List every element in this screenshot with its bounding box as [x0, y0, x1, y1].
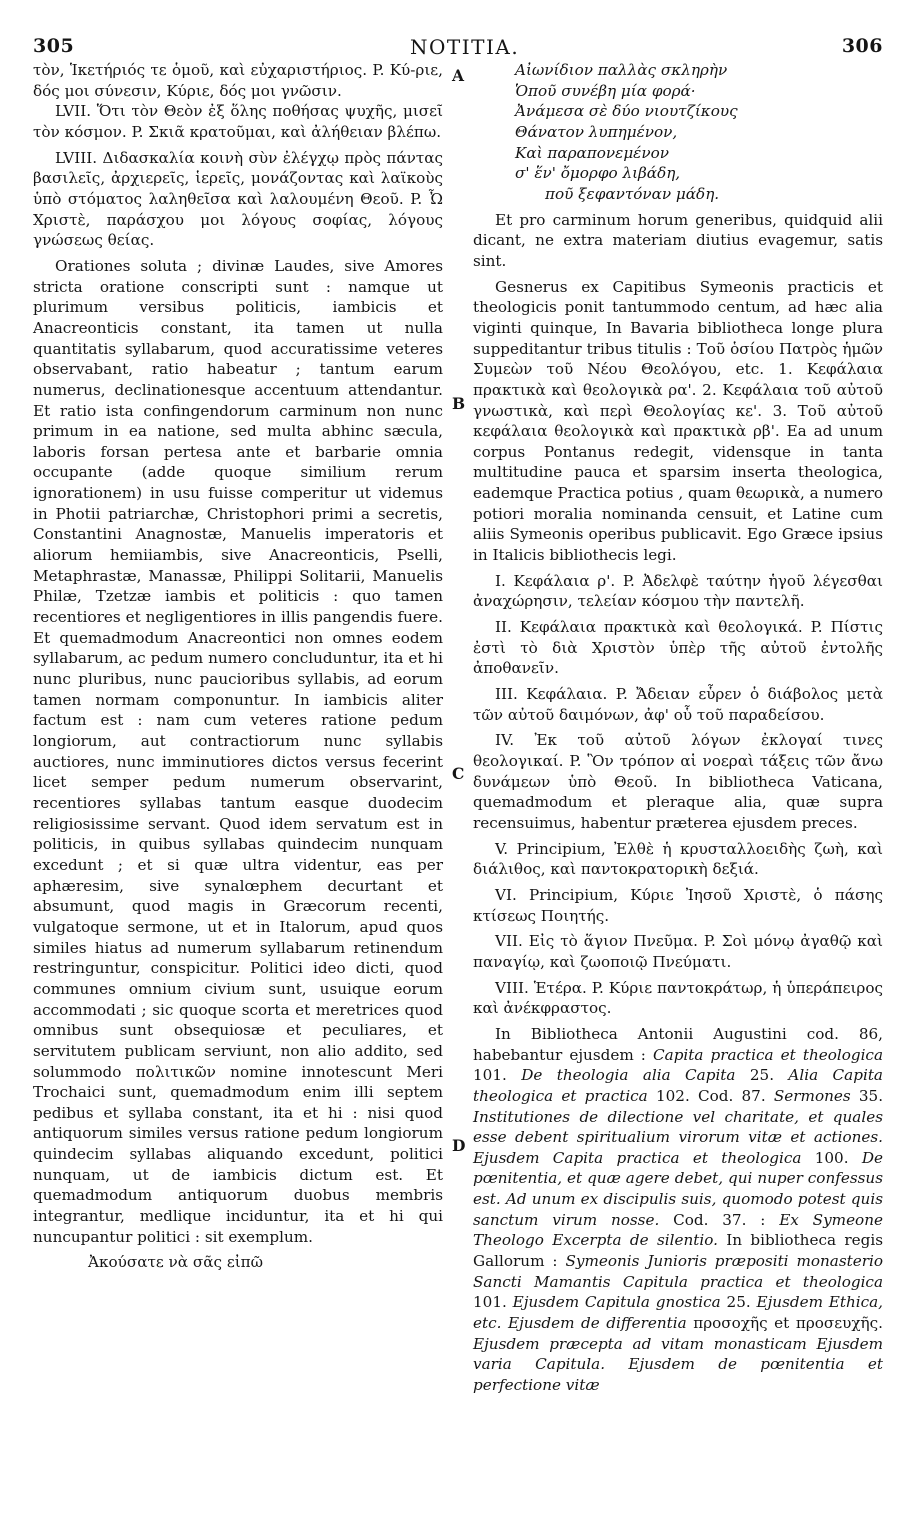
text-run: 101.: [473, 1293, 513, 1312]
right-item-iii: III. Κεφάλαια. P. Ἄδειαν εὗρεν ὁ διάβολος μετὰ τῶν αὐτοῦ δαιμόνων, ἀφ' οὗ τοῦ παραδείσου.: [473, 685, 883, 724]
running-title: NOTITIA.: [410, 35, 520, 59]
italic-run: Ejusdem Capitula gnostica: [512, 1293, 721, 1312]
left-column: [33, 60, 443, 1520]
poem-line: Ὁποῦ συνέβη μία φορά·: [515, 81, 696, 100]
text-run: In bibliotheca regis Gallorum :: [473, 1231, 883, 1271]
right-paragraph-1: Et pro carminum horum generibus, quidquid alii dicant, ne extra materiam diutius evagemur, satis sint.: [473, 210, 883, 270]
poem-line: Θάνατον λυπημένον,: [515, 122, 678, 141]
poem-line: ποῦ ξεφαντόναν μάδη.: [545, 184, 720, 203]
italic-run: De pœnitentia, et quæ agere debet, qui nuper confessus est. Ad unum ex discipulis suis, quomodo potest quis sanctum virum nosse.: [473, 1148, 883, 1229]
right-paragraph-augustini: [473, 1024, 883, 1396]
text-run: 25.: [720, 1293, 757, 1312]
right-column: [473, 60, 883, 1520]
text-run: Cod. 37. :: [659, 1210, 780, 1229]
left-paragraph-1: τὸν, Ἱκετήριός τε ὁμοῦ, καὶ εὐχαριστήριος. P. Κύ-ριε, δός μοι σύνεσιν, Κύριε, δός μοι γνῶσιν.: [33, 61, 443, 100]
italic-run: Ejusdem Ethica, etc. Ejusdem de differentia: [473, 1293, 884, 1333]
poem-line: Καὶ παραπονεμένον: [515, 143, 669, 162]
page-number-right: 306: [841, 35, 883, 57]
margin-letter-a: A: [452, 66, 465, 85]
italic-run: Ejusdem præcepta ad vitam monasticam Ejusdem varia Capitula. Ejusdem de pœnitentia et perfectione vitæ: [473, 1334, 883, 1395]
right-item-iv: IV. Ἐκ τοῦ αὐτοῦ λόγων ἐκλογαί τινες θεολογικαί. P. Ὃν τρόπον αἱ νοεραὶ τάξεις τῶν ἄνω δυνάμεων ὑπὸ Θεοῦ. In bibliotheca Vaticana, quemadmodum et pleraque alia, quæ supra recensuimus, habentur præterea ejusdem preces.: [473, 731, 883, 832]
right-paragraph-gesnerus: Gesnerus ex Capitibus Symeonis practicis et theologicis ponit tantummodo centum, ad hæc alia viginti quinque, In Bavaria bibliotheca longe plura suppeditantur tribus titulis : Τοῦ ὁσίου Πατρὸς ἡμῶν Συμεὼν τοῦ Νέου Θεολόγου, etc. 1. Κεφάλαια πρακτικὰ καὶ θεολογικὰ ρα'. 2. Κεφάλαια τοῦ αὐτοῦ γνωστικὰ, καὶ περὶ Θεολογίας κε'. 3. Τοῦ αὐτοῦ κεφάλαια θεολογικὰ καὶ πρακτικὰ ρβ'. Ea ad unum corpus Pontanus redegit, vidensque in tanta multitudine pauca et sparsim inserta theologica, eademque Practica potius , quam θεωρικὰ, a numero potiori moralia nominanda censuit, et Latine cum aliis Symeonis operibus publicavit. Ego Græce ipsius in Italicis bibliothecis legi.: [473, 277, 883, 565]
text-run: προσοχῆς et προσευχῆς.: [686, 1314, 883, 1333]
text-run: 101.: [473, 1066, 522, 1085]
margin-letter-b: B: [452, 394, 466, 413]
italic-run: Ex Symeone Theologo Excerpta de silentio.: [473, 1210, 883, 1250]
right-item-ii: II. Κεφάλαια πρακτικὰ καὶ θεολογικά. P. Πίστις ἐστὶ τὸ διὰ Χριστὸν ὑπὲρ τῆς αὐτοῦ ἐντολῆς ἀποθανεῖν.: [473, 618, 883, 678]
text-run: 25.: [735, 1066, 789, 1085]
italic-run: Institutiones de dilectione vel charitate, et quales esse debent spiritualium virorum vitæ et actiones. Ejusdem Capita practica et theologica: [473, 1107, 883, 1167]
text-run: 102. Cod. 87.: [647, 1086, 774, 1105]
right-item-vi: VI. Principium, Κύριε Ἰησοῦ Χριστὲ, ὁ πάσης κτίσεως Ποιητής.: [473, 885, 883, 925]
text-run: In Bibliotheca Antonii Augustini cod. 86, habebantur ejusdem :: [473, 1024, 883, 1064]
right-item-viii: VIII. Ἑτέρα. P. Κύριε παντοκράτωρ, ἡ ὑπεράπειρος καὶ ἀνέκφραστος.: [473, 978, 883, 1018]
italic-run: Sermones: [773, 1086, 851, 1105]
italic-run: Capita practica et theologica: [653, 1045, 883, 1064]
text-run: 100.: [801, 1148, 862, 1167]
margin-letter-c: C: [452, 764, 465, 783]
left-paragraph-lviii: LVIII. Διδασκαλία κοινὴ σὺν ἐλέγχῳ πρὸς πάντας βασιλεῖς, ἀρχιερεῖς, ἱερεῖς, μονάζοντας καὶ λαϊκοὺς ὑπὸ στόματος λαληθεῖσα καὶ λαλουμένη Θεοῦ. P. Ὦ Χριστὲ, παράσχου μοι λόγους σοφίας, λόγους γνώσεως θείας.: [33, 148, 443, 250]
poem-block: [473, 60, 883, 205]
text-run: 35.: [850, 1086, 884, 1105]
poem-line: Ἀνάμεσα σὲ δύο νιουτζίκους: [515, 102, 738, 121]
left-paragraph-verse-start: Ἀκούσατε νὰ σᾶς εἰπῶ: [88, 1253, 264, 1272]
left-paragraph-lvii: LVII. Ὅτι τὸν Θεὸν ἐξ ὅλης ποθήσας ψυχῆς, μισεῖ τὸν κόσμον. P. Σκιᾶ κρατοῦμαι, καὶ ἀλήθειαν βλέπω.: [33, 102, 443, 141]
italic-run: De theologia alia Capita: [521, 1066, 736, 1085]
left-paragraph-orationes: Orationes soluta ; divinæ Laudes, sive Amores stricta oratione conscripti sunt : namque ut plurimum versibus politicis, iambicis et Anacreonticis constant, ita tamen ut nulla quantitatis syllabarum, quod accuratissime veteres observabant, ratio habeatur ; tantum earum numerus, declinationesque accentuum attendantur. Et ratio ista confingendorum carminum non nunc primum in ea natione, sed multa abhinc sæcula, laboris forsan pertesa ante et barbarie omnia occupante (adde quoque similium rerum ignorationem) in usu fuisse comperitur ut videmus in Photii patriarchæ, Christophori primi a secretis, Constantini Anagnostæ, Manuelis imperatoris et aliorum hemiiambis, sive Anacreonticis, Pselli, Metaphrastæ, Manassæ, Philippi Solitarii, Manuelis Philæ, Tzetzæ iambis et politicis : quo tamen recentiores et negligentiores in illis pangendis fuere. Et quemadmodum Anacreontici non omnes eodem syllabarum, ac pedum numero concluduntur, ita et hi nunc pluribus, nunc paucioribus syllabis, ad eorum tamen normam componuntur. In iambicis aliter factum est : nam cum veteres ratione pedum longiorum, aut contractiorum nunc syllabis auctiores, nunc imminutiores dictos versus fecerint licet semper pedum numerum observarint, recentiores syllabas tantum easque duodecim religiosissime servant. Quod idem servatum est in politicis, in quibus syllabas quindecim nunquam excedunt ; et si quæ ultra videntur, eas per aphæresim, sive synalœphem decurtant et absumunt, quod magis in Græcorum recenti, vulgatoque sermone, ut et in Italorum, apud quos similes hiatus ad numerum syllabarum retinendum restringuntur, conspicitur. Politici ideo dicti, quod communes omnium civium sunt, usuique eorum accommodati ; sic quoque scorta et meretrices quod omnibus sunt obsequiosæ et peculiares, et servitutem publicam serviunt, non alio addito, sed solummodo πολιτικῶν nomine innotescunt Meri Trochaici sunt, quemadmodum enim illi septem pedibus et syllaba constant, ita et hi : nisi quod antiquorum similes versus ratione pedum longiorum quindecim syllabas aliquando excedunt, politici nunquam, ut de iambicis dictum est. Et quemadmodum antiquorum duobus membris integrantur, medlique inciduntur, ita et hi qui nuncupantur politici : sit exemplum.: [33, 256, 443, 1246]
right-item-vii: VII. Εἰς τὸ ἅγιον Πνεῦμα. P. Σοὶ μόνῳ ἀγαθῷ καὶ παναγίῳ, καὶ ζωοποιῷ Πνεύματι.: [473, 932, 883, 971]
poem-line: Αἰωνίδιον παλλὰς σκληρὴν: [515, 61, 728, 79]
margin-letter-d: D: [452, 1136, 466, 1155]
poem-line: σ' ἕν' ὄμορφο λιβάδη,: [515, 164, 681, 183]
page-number-left: 305: [33, 35, 75, 57]
right-item-i: I. Κεφάλαια ρ'. P. Ἀδελφὲ ταύτην ἡγοῦ λέγεσθαι ἀναχώρησιν, τελείαν κόσμου τὴν παντελῆ.: [473, 571, 883, 611]
running-header: [0, 0, 917, 60]
italic-run: Alia Capita theologica et practica: [473, 1066, 883, 1105]
italic-run: Symeonis Junioris præpositi monasterio Sancti Mamantis Capitula practica et theologica: [473, 1252, 883, 1291]
right-item-v: V. Principium, Ἐλθὲ ἡ κρυσταλλοειδὴς ζωὴ, καὶ διάλιθος, καὶ παντοκρατορικὴ δεξιά.: [473, 839, 883, 879]
